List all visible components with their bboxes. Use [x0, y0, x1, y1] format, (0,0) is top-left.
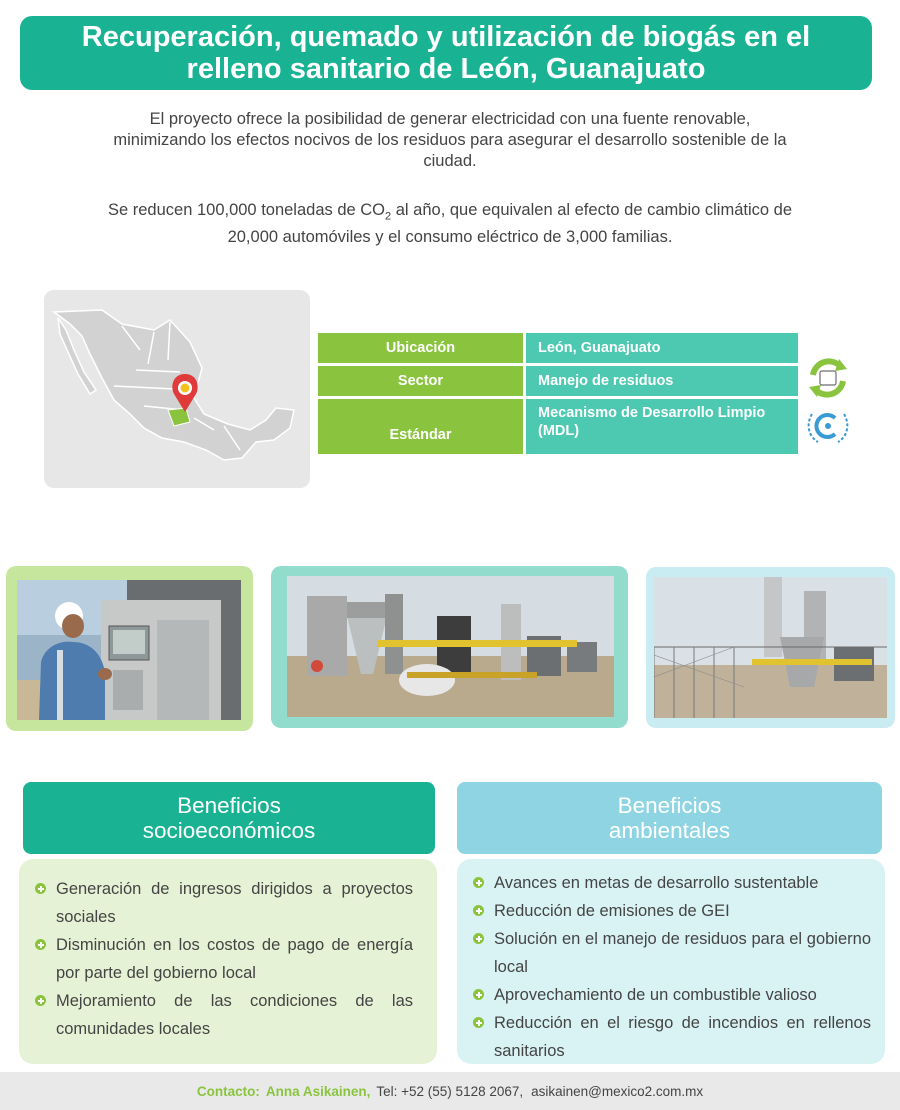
amb-title-line-2: ambientales: [608, 818, 731, 843]
co2-paragraph: [40, 200, 860, 248]
list-item-text: Solución en el manejo de residuos para el gobierno local: [494, 930, 871, 976]
amb-title-line-1: Beneficios: [617, 793, 722, 818]
info-row-location: [318, 333, 798, 363]
list-item-text: Mejoramiento de las condiciones de las comunidades locales: [56, 992, 413, 1038]
info-row-standard: [318, 399, 798, 454]
list-item: [473, 981, 871, 1009]
co2-pre: Se reducen 100,000 toneladas de CO: [107, 201, 386, 219]
contact-email[interactable]: asikainen@mexico2.com.mx: [531, 1083, 704, 1099]
socio-title-line-1: Beneficios: [177, 793, 281, 818]
plus-bullet-icon: [473, 877, 484, 888]
list-item-text: Avances en metas de desarrollo sustentable: [494, 874, 819, 892]
flare-stack-photo: [654, 577, 887, 718]
plus-bullet-icon: [473, 1017, 484, 1028]
title-line-2: relleno sanitario de León, Guanajuato: [186, 53, 706, 85]
info-label: Estándar: [318, 399, 523, 454]
plus-bullet-icon: [35, 883, 46, 894]
intro-paragraph: [40, 109, 860, 172]
biogas-plant-photo: [287, 576, 614, 717]
list-item: [35, 875, 413, 931]
list-item: [35, 987, 413, 1043]
info-label: Sector: [318, 366, 523, 396]
project-info-table: [318, 333, 798, 457]
info-row-sector: [318, 366, 798, 396]
info-value: Mecanismo de Desarrollo Limpio (MDL): [526, 399, 798, 454]
socioeconomic-benefits-header: [23, 782, 435, 854]
plus-bullet-icon: [35, 939, 46, 950]
plus-bullet-icon: [35, 995, 46, 1006]
co2-line-2: 20,000 automóviles y el consumo eléctrico de 3,000 familias.: [227, 228, 673, 247]
co2-sub: 2: [385, 210, 392, 223]
plus-bullet-icon: [473, 989, 484, 1000]
list-item-text: Generación de ingresos dirigidos a proyectos sociales: [56, 880, 413, 926]
list-item: [473, 869, 871, 897]
list-item: [35, 931, 413, 987]
intro-line-1: El proyecto ofrece la posibilidad de generar electricidad con una fuente renovable,: [149, 110, 751, 128]
mexico-map-graphic: [44, 290, 310, 488]
socioeconomic-benefits-list: [19, 859, 437, 1064]
intro-line-2: minimizando los efectos nocivos de los residuos para asegurar el desarrollo sostenible de la: [113, 131, 787, 149]
info-value: León, Guanajuato: [526, 333, 798, 363]
operator-photo: [17, 580, 241, 720]
list-item: [473, 925, 871, 981]
environmental-benefits-list: [457, 859, 885, 1064]
info-value: Manejo de residuos: [526, 366, 798, 396]
page-title: [20, 16, 872, 90]
intro-line-3: ciudad.: [423, 152, 477, 170]
environmental-benefits-header: [457, 782, 882, 854]
list-item-text: Disminución en los costos de pago de energía por parte del gobierno local: [56, 936, 413, 982]
list-item: [473, 897, 871, 925]
plus-bullet-icon: [473, 905, 484, 916]
title-line-1: Recuperación, quemado y utilización de biogás en el: [81, 21, 811, 53]
contact-phone: Tel: +52 (55) 5128 2067,: [376, 1083, 524, 1099]
plus-bullet-icon: [473, 933, 484, 944]
co2-post: al año, que equivalen al efecto de cambio climático de: [391, 201, 792, 219]
contact-name: Anna Asikainen,: [265, 1083, 371, 1099]
contact-footer: [0, 1072, 900, 1110]
list-item-text: Aprovechamiento de un combustible valioso: [494, 986, 817, 1004]
recycle-icon: [805, 355, 851, 401]
mexico-map: [44, 290, 310, 488]
co2-line-1: [40, 200, 860, 227]
contact-label: Contacto:: [196, 1083, 260, 1099]
info-label: Ubicación: [318, 333, 523, 363]
list-item-text: Reducción de emisiones de GEI: [494, 902, 730, 920]
list-item: [473, 1009, 871, 1065]
un-climate-icon: [806, 406, 850, 446]
list-item-text: Reducción en el riesgo de incendios en rellenos sanitarios: [494, 1014, 871, 1060]
socio-title-line-2: socioeconómicos: [142, 818, 316, 843]
